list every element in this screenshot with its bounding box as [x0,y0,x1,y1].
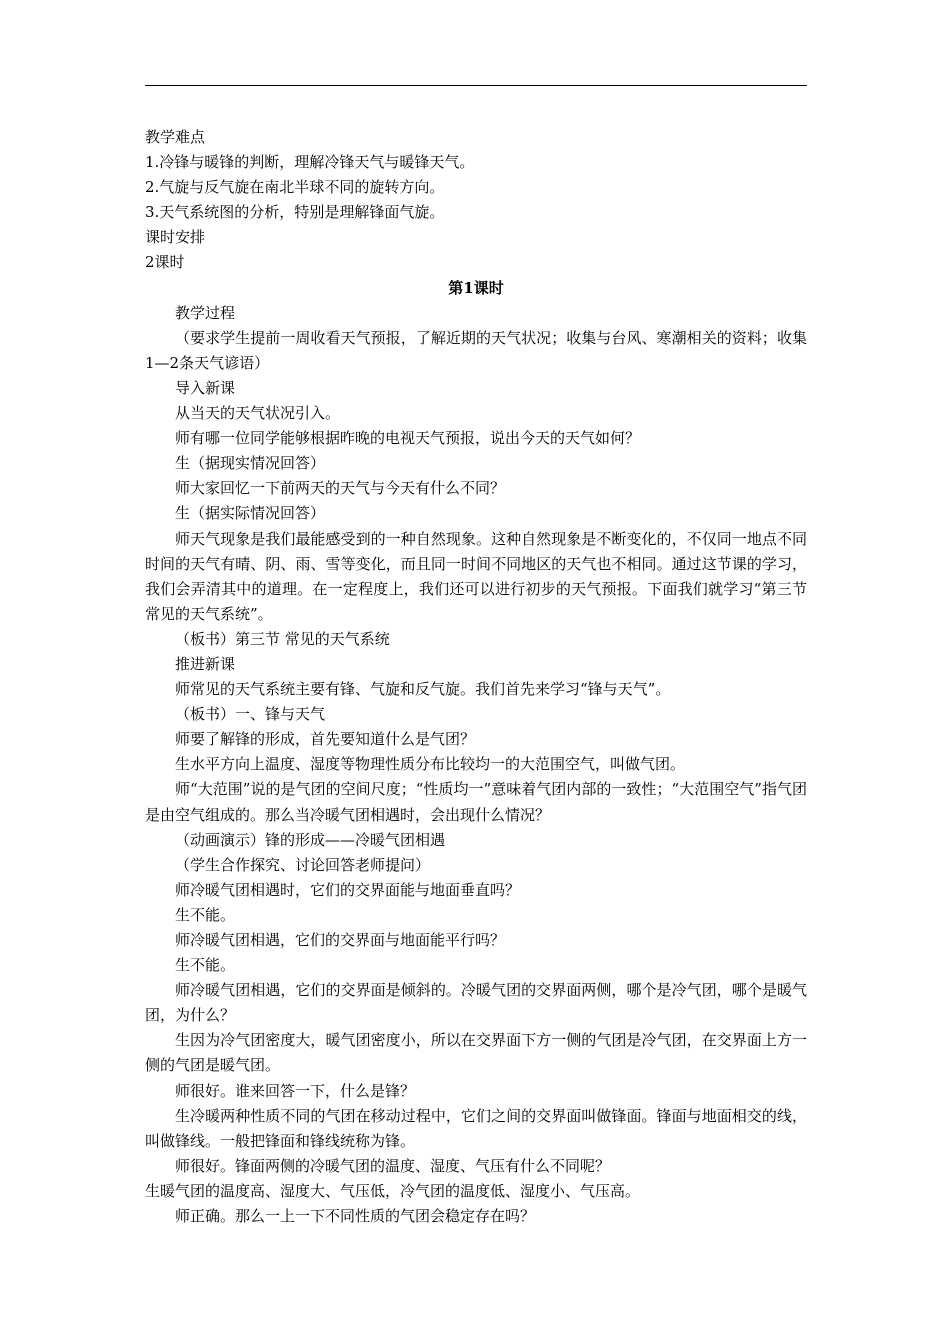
paragraph: 师很好。谁来回答一下，什么是锋？ [175,1081,416,1100]
paragraph: （板书）一、锋与天气 [175,705,326,724]
paragraph: 生暖气团的温度高、湿度大、气压低，冷气团的温度低、湿度小、气压高。 [145,1181,641,1200]
document-body [145,125,807,1229]
paragraph: 教学难点 [145,128,206,146]
paragraph: （板书）第三节 常见的天气系统 [175,629,390,648]
paragraph: 师正确。那么一上一下不同性质的气团会稳定存在吗？ [175,1207,536,1226]
paragraph: 生（据实际情况回答） [175,504,326,523]
paragraph: 师大家回忆一下前两天的天气与今天有什么不同？ [175,479,506,498]
paragraph: 课时安排 [145,228,206,247]
paragraph: 生因为冷气团密度大，暖气团密度小，所以在交界面下方一侧的气团是冷气团，在交界面上方一侧的气团是暖气团。 [145,1031,807,1075]
paragraph: 从当天的天气状况引入。 [175,404,341,423]
paragraph: 3.天气系统图的分析，特别是理解锋面气旋。 [145,203,445,222]
paragraph: 师常见的天气系统主要有锋、气旋和反气旋。我们首先来学习“锋与天气”。 [175,680,671,699]
paragraph: 1.冷锋与暖锋的判断，理解冷锋天气与暖锋天气。 [145,153,475,172]
paragraph: 生冷暖两种性质不同的气团在移动过程中，它们之间的交界面叫做锋面。锋面与地面相交的线，叫做锋线。一般把锋面和锋线统称为锋。 [145,1106,807,1150]
paragraph: （要求学生提前一周收看天气预报，了解近期的天气状况；收集与台风、寒潮相关的资料；收集1—2条天气谚语） [145,328,807,372]
paragraph: 师有哪一位同学能够根据昨晚的电视天气预报，说出今天的天气如何？ [175,429,641,448]
paragraph: 推进新课 [175,654,236,673]
header-rule [145,85,807,86]
paragraph: 师“大范围”说的是气团的空间尺度；“性质均一”意味着气团内部的一致性；“大范围空气”指气团是由空气组成的。那么当冷暖气团相遇时，会出现什么情况？ [145,780,807,824]
paragraph: 师冷暖气团相遇时，它们的交界面能与地面垂直吗？ [175,880,521,899]
lesson-title: 第1课时 [448,278,504,297]
paragraph: 师很好。锋面两侧的冷暖气团的温度、湿度、气压有什么不同呢？ [175,1156,611,1175]
paragraph: 生不能。 [175,905,236,924]
paragraph: 2课时 [145,253,185,272]
paragraph: 2.气旋与反气旋在南北半球不同的旋转方向。 [145,178,445,197]
paragraph: 师冷暖气团相遇，它们的交界面与地面能平行吗？ [175,931,506,949]
paragraph: 生（据现实情况回答） [175,454,326,473]
paragraph: 导入新课 [175,378,236,397]
paragraph: 师天气现象是我们最能感受到的一种自然现象。这种自然现象是不断变化的，不仅同一地点不同时间的天气有晴、阴、雨、雪等变化，而且同一时间不同地区的天气也不相同。通过这节课的学习，我们会弄清其中的道理。在一定程度上，我们还可以进行初步的天气预报。下面我们就学习“第三节 常见的天气系统”。 [145,529,807,623]
paragraph: 教学过程 [175,303,236,322]
paragraph: 师冷暖气团相遇，它们的交界面是倾斜的。冷暖气团的交界面两侧，哪个是冷气团，哪个是暖气团，为什么？ [145,981,807,1025]
paragraph: 生不能。 [175,956,236,975]
paragraph: 生水平方向上温度、湿度等物理性质分布比较均一的大范围空气，叫做气团。 [175,755,686,774]
paragraph: （动画演示）锋的形成——冷暖气团相遇 [175,830,446,849]
paragraph: 师要了解锋的形成，首先要知道什么是气团？ [175,730,476,749]
paragraph: （学生合作探究、讨论回答老师提问） [175,855,431,874]
